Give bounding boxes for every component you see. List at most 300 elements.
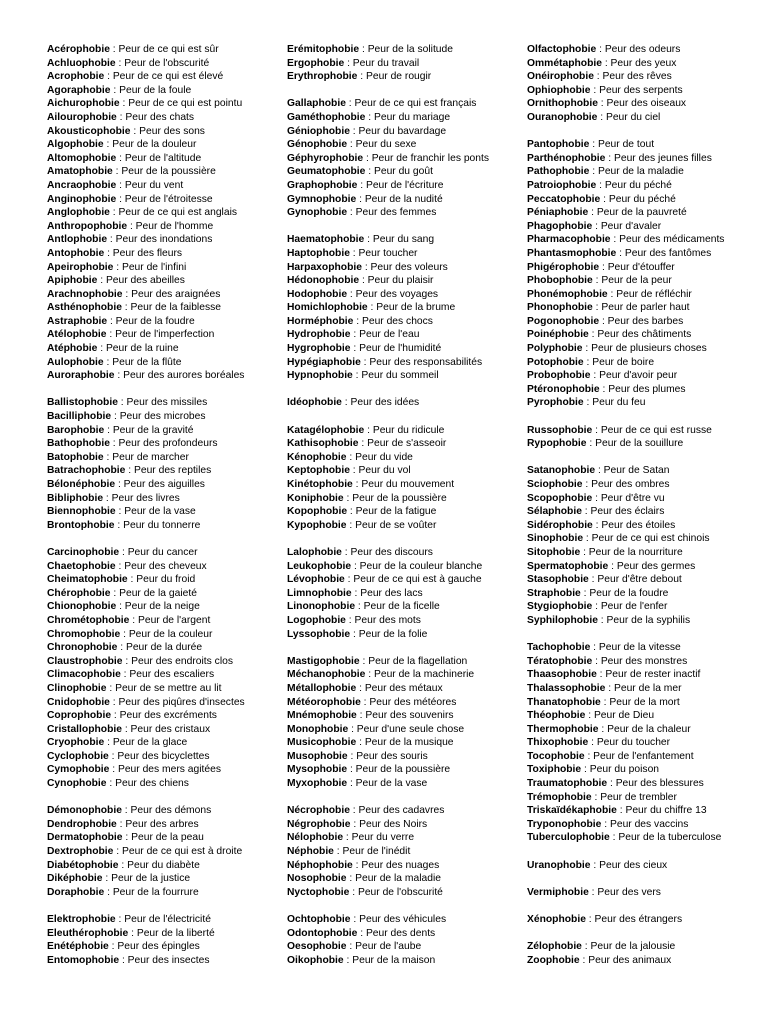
phobia-definition: Peur du sang xyxy=(372,234,435,246)
separator: : xyxy=(600,696,610,708)
phobia-term: Xénophobie xyxy=(527,914,586,925)
phobia-entry xyxy=(47,927,261,941)
phobia-term: Ornithophobie xyxy=(527,98,598,110)
phobia-entry xyxy=(527,369,747,383)
separator: : xyxy=(348,723,357,735)
separator: : xyxy=(357,71,366,83)
separator: : xyxy=(359,275,368,287)
phobia-term: Algophobie xyxy=(47,139,104,151)
phobia-term: Homichlophobie xyxy=(287,302,368,314)
phobia-definition: Peur des responsabilités xyxy=(369,356,483,368)
separator: : xyxy=(116,152,125,164)
phobia-term: Hypégiaphobie xyxy=(287,356,361,368)
phobia-term: Musophobie xyxy=(287,750,348,762)
phobia-entry xyxy=(47,356,261,370)
phobia-entry xyxy=(47,274,261,288)
separator: : xyxy=(349,247,359,259)
phobia-definition: Peur des souvenirs xyxy=(365,710,454,722)
phobia-definition: Peur des profondeurs xyxy=(118,438,218,450)
phobia-term: Anthropophobie xyxy=(47,220,128,232)
phobia-entry xyxy=(527,614,747,628)
phobia-definition: Peur de la glace xyxy=(112,737,188,749)
phobia-entry xyxy=(47,328,261,342)
phobia-entry xyxy=(527,165,747,179)
phobia-definition: Peur des odeurs xyxy=(604,44,681,55)
separator: : xyxy=(97,343,106,355)
phobia-entry xyxy=(287,396,497,410)
phobia-term: Spermatophobie xyxy=(527,560,609,572)
phobia-definition: Peur des cristaux xyxy=(130,723,211,735)
phobia-definition: Peur du vide xyxy=(355,451,413,463)
phobia-definition: Peur de Satan xyxy=(603,465,670,477)
phobia-definition: Peur des monstres xyxy=(600,655,688,667)
separator: : xyxy=(116,111,126,123)
separator: : xyxy=(116,601,125,613)
separator: : xyxy=(597,111,606,123)
phobia-entry xyxy=(47,43,261,57)
separator: : xyxy=(346,873,356,885)
phobia-term: Cryophobie xyxy=(47,737,105,749)
phobia-term: Barophobie xyxy=(47,424,105,436)
phobia-entry xyxy=(47,505,261,519)
separator: : xyxy=(120,669,130,681)
phobia-term: Uranophobie xyxy=(527,859,591,871)
phobia-definition: Peur de parler haut xyxy=(601,302,690,314)
phobia-term: Dendrophobie xyxy=(47,818,117,830)
phobia-entry xyxy=(47,587,261,601)
separator: : xyxy=(103,139,113,151)
phobia-term: Apiphobie xyxy=(47,275,98,287)
phobia-entry xyxy=(527,587,747,601)
phobia-term: Pantophobie xyxy=(527,139,590,151)
phobia-term: Olfactophobie xyxy=(527,44,597,55)
phobia-definition: Peur de la jalousie xyxy=(590,941,676,953)
separator: : xyxy=(590,370,600,382)
phobia-entry xyxy=(287,179,497,193)
phobia-entry xyxy=(47,818,261,832)
phobia-definition: Peur de la fourrure xyxy=(112,886,199,898)
phobia-definition: Peur de l'aube xyxy=(355,941,422,953)
phobia-entry xyxy=(287,233,497,247)
letter-group xyxy=(287,233,497,383)
phobia-entry xyxy=(527,492,747,506)
phobia-term: Leukophobie xyxy=(287,560,352,572)
phobia-definition: Peur de l'imperfection xyxy=(115,329,215,341)
phobia-term: Cyclophobie xyxy=(47,750,109,762)
phobia-entry xyxy=(47,954,261,968)
phobia-entry xyxy=(527,356,747,370)
separator: : xyxy=(343,492,353,504)
phobia-term: Thalassophobie xyxy=(527,682,606,694)
phobia-definition: Peur des voleurs xyxy=(370,261,448,273)
phobia-definition: Peur de la foudre xyxy=(115,315,195,327)
separator: : xyxy=(616,805,626,817)
separator: : xyxy=(363,152,372,164)
letter-group xyxy=(527,859,747,873)
phobia-term: Scopophobie xyxy=(527,492,593,504)
phobia-definition: Peur des livres xyxy=(111,492,180,504)
phobia-definition: Peur des cheveux xyxy=(124,560,207,572)
phobia-term: Nécrophobie xyxy=(287,805,350,817)
phobia-entry xyxy=(287,587,497,601)
phobia-definition: Peur du plaisir xyxy=(367,275,434,287)
phobia-term: Néphophobie xyxy=(287,859,353,871)
letter-group xyxy=(287,424,497,533)
phobia-term: Cheimatophobie xyxy=(47,574,128,586)
phobia-definition: Peur des microbes xyxy=(119,411,206,423)
phobia-entry xyxy=(287,152,497,166)
phobia-entry xyxy=(47,696,261,710)
phobia-entry xyxy=(527,247,747,261)
phobia-definition: Peur d'étouffer xyxy=(607,261,675,273)
separator: : xyxy=(119,98,129,110)
phobia-entry xyxy=(47,628,261,642)
phobia-entry xyxy=(527,573,747,587)
separator: : xyxy=(113,261,122,273)
phobia-term: Météorophobie xyxy=(287,696,361,708)
phobia-definition: Peur des inondations xyxy=(115,234,213,246)
separator: : xyxy=(349,465,359,477)
phobia-definition: Peur des discours xyxy=(350,546,433,558)
separator: : xyxy=(346,451,356,463)
phobia-term: Théophobie xyxy=(527,710,586,722)
separator: : xyxy=(599,261,608,273)
separator: : xyxy=(347,207,356,219)
phobia-entry xyxy=(287,288,497,302)
separator: : xyxy=(103,356,113,368)
separator: : xyxy=(357,927,366,939)
phobia-term: Claustrophobie xyxy=(47,655,123,667)
separator: : xyxy=(343,832,352,844)
phobia-term: Diabétophobie xyxy=(47,859,119,871)
phobia-definition: Peur de tout xyxy=(597,139,655,151)
phobia-entry xyxy=(47,804,261,818)
phobia-entry xyxy=(527,138,747,152)
phobia-term: Ophiophobie xyxy=(527,84,591,96)
separator: : xyxy=(355,601,364,613)
phobia-term: Musicophobie xyxy=(287,737,357,749)
separator: : xyxy=(599,383,609,395)
phobia-entry xyxy=(527,668,747,682)
separator: : xyxy=(579,954,589,966)
phobia-entry xyxy=(287,696,497,710)
phobia-definition: Peur du froid xyxy=(136,574,196,586)
phobia-entry xyxy=(47,165,261,179)
phobia-definition: Peur des fleurs xyxy=(112,247,183,259)
phobia-definition: Peur de la syphilis xyxy=(606,614,691,626)
phobia-entry xyxy=(527,546,747,560)
phobia-term: Nosophobie xyxy=(287,873,347,885)
separator: : xyxy=(109,207,119,219)
separator: : xyxy=(111,411,120,423)
phobia-term: Entomophobie xyxy=(47,954,120,966)
phobia-term: Graphophobie xyxy=(287,179,358,191)
separator: : xyxy=(609,832,619,844)
phobia-entry xyxy=(47,872,261,886)
phobia-term: Phantasmophobie xyxy=(527,247,617,259)
phobia-definition: Peur de l'infini xyxy=(121,261,187,273)
phobia-definition: Peur des araignées xyxy=(131,288,221,300)
phobia-entry xyxy=(527,288,747,302)
phobia-term: Péniaphobie xyxy=(527,207,589,219)
separator: : xyxy=(107,234,116,246)
phobia-term: Tryponophobie xyxy=(527,818,602,830)
phobia-term: Triskaïdékaphobie xyxy=(527,805,617,817)
phobia-definition: Peur des étoiles xyxy=(601,519,676,531)
separator: : xyxy=(581,506,591,518)
separator: : xyxy=(104,71,113,83)
phobia-entry xyxy=(527,791,747,805)
separator: : xyxy=(350,914,360,925)
phobia-entry xyxy=(527,57,747,71)
phobia-term: Trémophobie xyxy=(527,791,592,803)
separator: : xyxy=(596,179,605,191)
phobia-term: Chronophobie xyxy=(47,642,118,654)
phobia-entry xyxy=(287,573,497,587)
separator: : xyxy=(592,302,602,314)
phobia-definition: Peur d'avaler xyxy=(600,220,662,232)
separator: : xyxy=(597,98,607,110)
phobia-term: Altomophobie xyxy=(47,152,117,164)
phobia-term: Ommétaphobie xyxy=(527,57,602,69)
phobia-term: Anglophobie xyxy=(47,207,110,219)
phobia-term: Tocophobie xyxy=(527,750,585,762)
phobia-entry xyxy=(287,70,497,84)
phobia-definition: Peur du mariage xyxy=(373,111,451,123)
separator: : xyxy=(115,479,124,490)
separator: : xyxy=(608,560,617,572)
phobia-entry xyxy=(527,193,747,207)
separator: : xyxy=(585,914,595,925)
phobia-entry xyxy=(527,560,747,574)
separator: : xyxy=(97,275,106,287)
phobia-definition: Peur des plumes xyxy=(608,383,686,395)
phobia-entry xyxy=(527,505,747,519)
separator: : xyxy=(352,370,362,382)
separator: : xyxy=(115,914,125,925)
phobia-entry xyxy=(527,396,747,410)
separator: : xyxy=(108,750,118,762)
phobia-entry xyxy=(47,777,261,791)
phobia-definition: Peur d'être debout xyxy=(597,574,682,586)
phobia-definition: Peur du feu xyxy=(592,397,646,409)
phobia-entry xyxy=(527,342,747,356)
separator: : xyxy=(601,57,611,69)
phobia-definition: Peur du goût xyxy=(373,166,433,178)
phobia-entry xyxy=(527,519,747,533)
phobia-term: Hypnophobie xyxy=(287,370,353,382)
phobia-term: Poinéphobie xyxy=(527,329,589,341)
phobia-term: Sitophobie xyxy=(527,546,581,558)
phobia-definition: Peur de la solitude xyxy=(367,44,453,55)
phobia-term: Climacophobie xyxy=(47,669,121,681)
phobia-term: Néphobie xyxy=(287,846,334,858)
phobia-term: Oikophobie xyxy=(287,954,344,966)
phobia-entry xyxy=(47,940,261,954)
phobia-entry xyxy=(47,682,261,696)
phobia-term: Elektrophobie xyxy=(47,914,116,925)
phobia-entry xyxy=(287,682,497,696)
separator: : xyxy=(127,574,137,586)
separator: : xyxy=(607,288,617,300)
phobia-term: Gaméthophobie xyxy=(287,111,366,123)
phobia-entry xyxy=(47,546,261,560)
separator: : xyxy=(346,941,356,953)
phobia-entry xyxy=(287,655,497,669)
phobia-entry xyxy=(527,206,747,220)
phobia-entry xyxy=(47,206,261,220)
phobia-entry xyxy=(527,233,747,247)
phobia-entry xyxy=(287,97,497,111)
separator: : xyxy=(344,574,354,586)
phobia-term: Cnidophobie xyxy=(47,696,110,708)
phobia-term: Dextrophobie xyxy=(47,846,114,858)
letter-group xyxy=(527,138,747,410)
phobia-entry xyxy=(47,573,261,587)
phobia-definition: Peur de la musique xyxy=(364,737,454,749)
separator: : xyxy=(582,479,592,490)
phobia-entry xyxy=(287,831,497,845)
phobia-definition: Peur des vaccins xyxy=(609,818,689,830)
separator: : xyxy=(592,601,601,613)
separator: : xyxy=(364,234,373,246)
phobia-entry xyxy=(287,57,497,71)
phobia-definition: Peur de la machinerie xyxy=(373,669,475,681)
separator: : xyxy=(121,805,131,817)
separator: : xyxy=(356,737,365,749)
separator: : xyxy=(115,560,125,572)
separator: : xyxy=(364,424,373,436)
phobia-definition: Peur des dents xyxy=(365,927,436,939)
phobia-term: Kénophobie xyxy=(287,451,347,463)
phobia-entry xyxy=(287,369,497,383)
separator: : xyxy=(109,44,119,55)
separator: : xyxy=(111,710,120,722)
phobia-term: Traumatophobie xyxy=(527,778,608,790)
separator: : xyxy=(592,519,602,531)
phobia-term: Erémitophobie xyxy=(287,44,360,55)
phobia-entry xyxy=(287,614,497,628)
separator: : xyxy=(116,818,126,830)
phobia-definition: Peur des piqûres d'insectes xyxy=(118,696,245,708)
phobia-entry xyxy=(287,165,497,179)
separator: : xyxy=(115,57,125,69)
phobia-term: Brontophobie xyxy=(47,519,115,531)
phobia-term: Sélaphobie xyxy=(527,506,582,518)
separator: : xyxy=(347,288,356,300)
separator: : xyxy=(104,737,113,749)
phobia-definition: Peur des excréments xyxy=(119,710,217,722)
phobia-definition: Peur de la flagellation xyxy=(368,655,468,667)
separator: : xyxy=(581,764,590,776)
phobia-entry xyxy=(47,560,261,574)
separator: : xyxy=(345,614,355,626)
separator: : xyxy=(349,125,359,137)
phobia-definition: Peur des épingles xyxy=(117,941,200,953)
phobia-term: Stasophobie xyxy=(527,574,589,586)
phobia-term: Thermophobie xyxy=(527,723,599,735)
phobia-term: Nélophobie xyxy=(287,832,344,844)
separator: : xyxy=(351,587,361,599)
phobia-entry xyxy=(527,97,747,111)
phobia-definition: Peur des reptiles xyxy=(133,465,212,477)
phobia-term: Kinétophobie xyxy=(287,479,353,490)
phobia-term: Agoraphobie xyxy=(47,84,111,96)
phobia-definition: Peur de la couleur blanche xyxy=(359,560,483,572)
phobia-term: Eleuthérophobie xyxy=(47,927,129,939)
phobia-term: Satanophobie xyxy=(527,465,596,477)
phobia-entry xyxy=(287,193,497,207)
phobia-definition: Peur de la durée xyxy=(125,642,203,654)
phobia-entry xyxy=(287,886,497,900)
phobia-entry xyxy=(527,478,747,492)
phobia-entry xyxy=(287,315,497,329)
separator: : xyxy=(333,846,343,858)
phobia-entry xyxy=(287,600,497,614)
phobia-entry xyxy=(527,220,747,234)
separator: : xyxy=(352,859,362,871)
phobia-entry xyxy=(47,342,261,356)
phobia-entry xyxy=(527,43,747,57)
phobia-definition: Peur des métaux xyxy=(364,682,443,694)
separator: : xyxy=(595,465,604,477)
phobia-definition: Peur du sommeil xyxy=(361,370,439,382)
letter-group xyxy=(287,655,497,791)
phobia-term: Zoophobie xyxy=(527,954,580,966)
separator: : xyxy=(583,533,592,545)
phobia-term: Idéophobie xyxy=(287,397,342,409)
phobia-term: Russophobie xyxy=(527,424,593,436)
phobia-entry xyxy=(47,845,261,859)
phobia-entry xyxy=(527,940,747,954)
phobia-entry xyxy=(287,954,497,968)
phobia-entry xyxy=(527,84,747,98)
phobia-definition: Peur de Dieu xyxy=(593,710,655,722)
letter-group xyxy=(287,43,497,84)
phobia-term: Doraphobie xyxy=(47,886,105,898)
phobia-term: Cristallophobie xyxy=(47,723,122,735)
separator: : xyxy=(122,288,132,300)
letter-group xyxy=(527,43,747,125)
phobia-entry xyxy=(47,220,261,234)
phobia-entry xyxy=(47,97,261,111)
separator: : xyxy=(120,628,129,640)
separator: : xyxy=(580,546,589,558)
separator: : xyxy=(592,275,602,287)
separator: : xyxy=(110,84,120,96)
phobia-entry xyxy=(527,723,747,737)
phobia-term: Polyphobie xyxy=(527,343,583,355)
separator: : xyxy=(590,642,599,654)
phobia-entry xyxy=(527,641,747,655)
separator: : xyxy=(127,220,136,232)
phobia-definition: Peur de la flûte xyxy=(112,356,182,368)
separator: : xyxy=(605,682,614,694)
phobia-entry xyxy=(287,628,497,642)
separator: : xyxy=(118,859,128,871)
phobia-definition: Peur des mots xyxy=(354,614,421,626)
phobia-definition: Peur de la mort xyxy=(609,696,680,708)
phobia-entry xyxy=(527,464,747,478)
phobia-entry xyxy=(287,138,497,152)
separator: : xyxy=(122,832,132,844)
phobia-term: Koniphobie xyxy=(287,492,344,504)
phobia-definition: Peur du péché xyxy=(604,179,672,191)
phobia-definition: Peur du verre xyxy=(351,832,415,844)
phobia-entry xyxy=(527,600,747,614)
phobia-term: Chionophobie xyxy=(47,601,117,613)
separator: : xyxy=(592,424,601,436)
